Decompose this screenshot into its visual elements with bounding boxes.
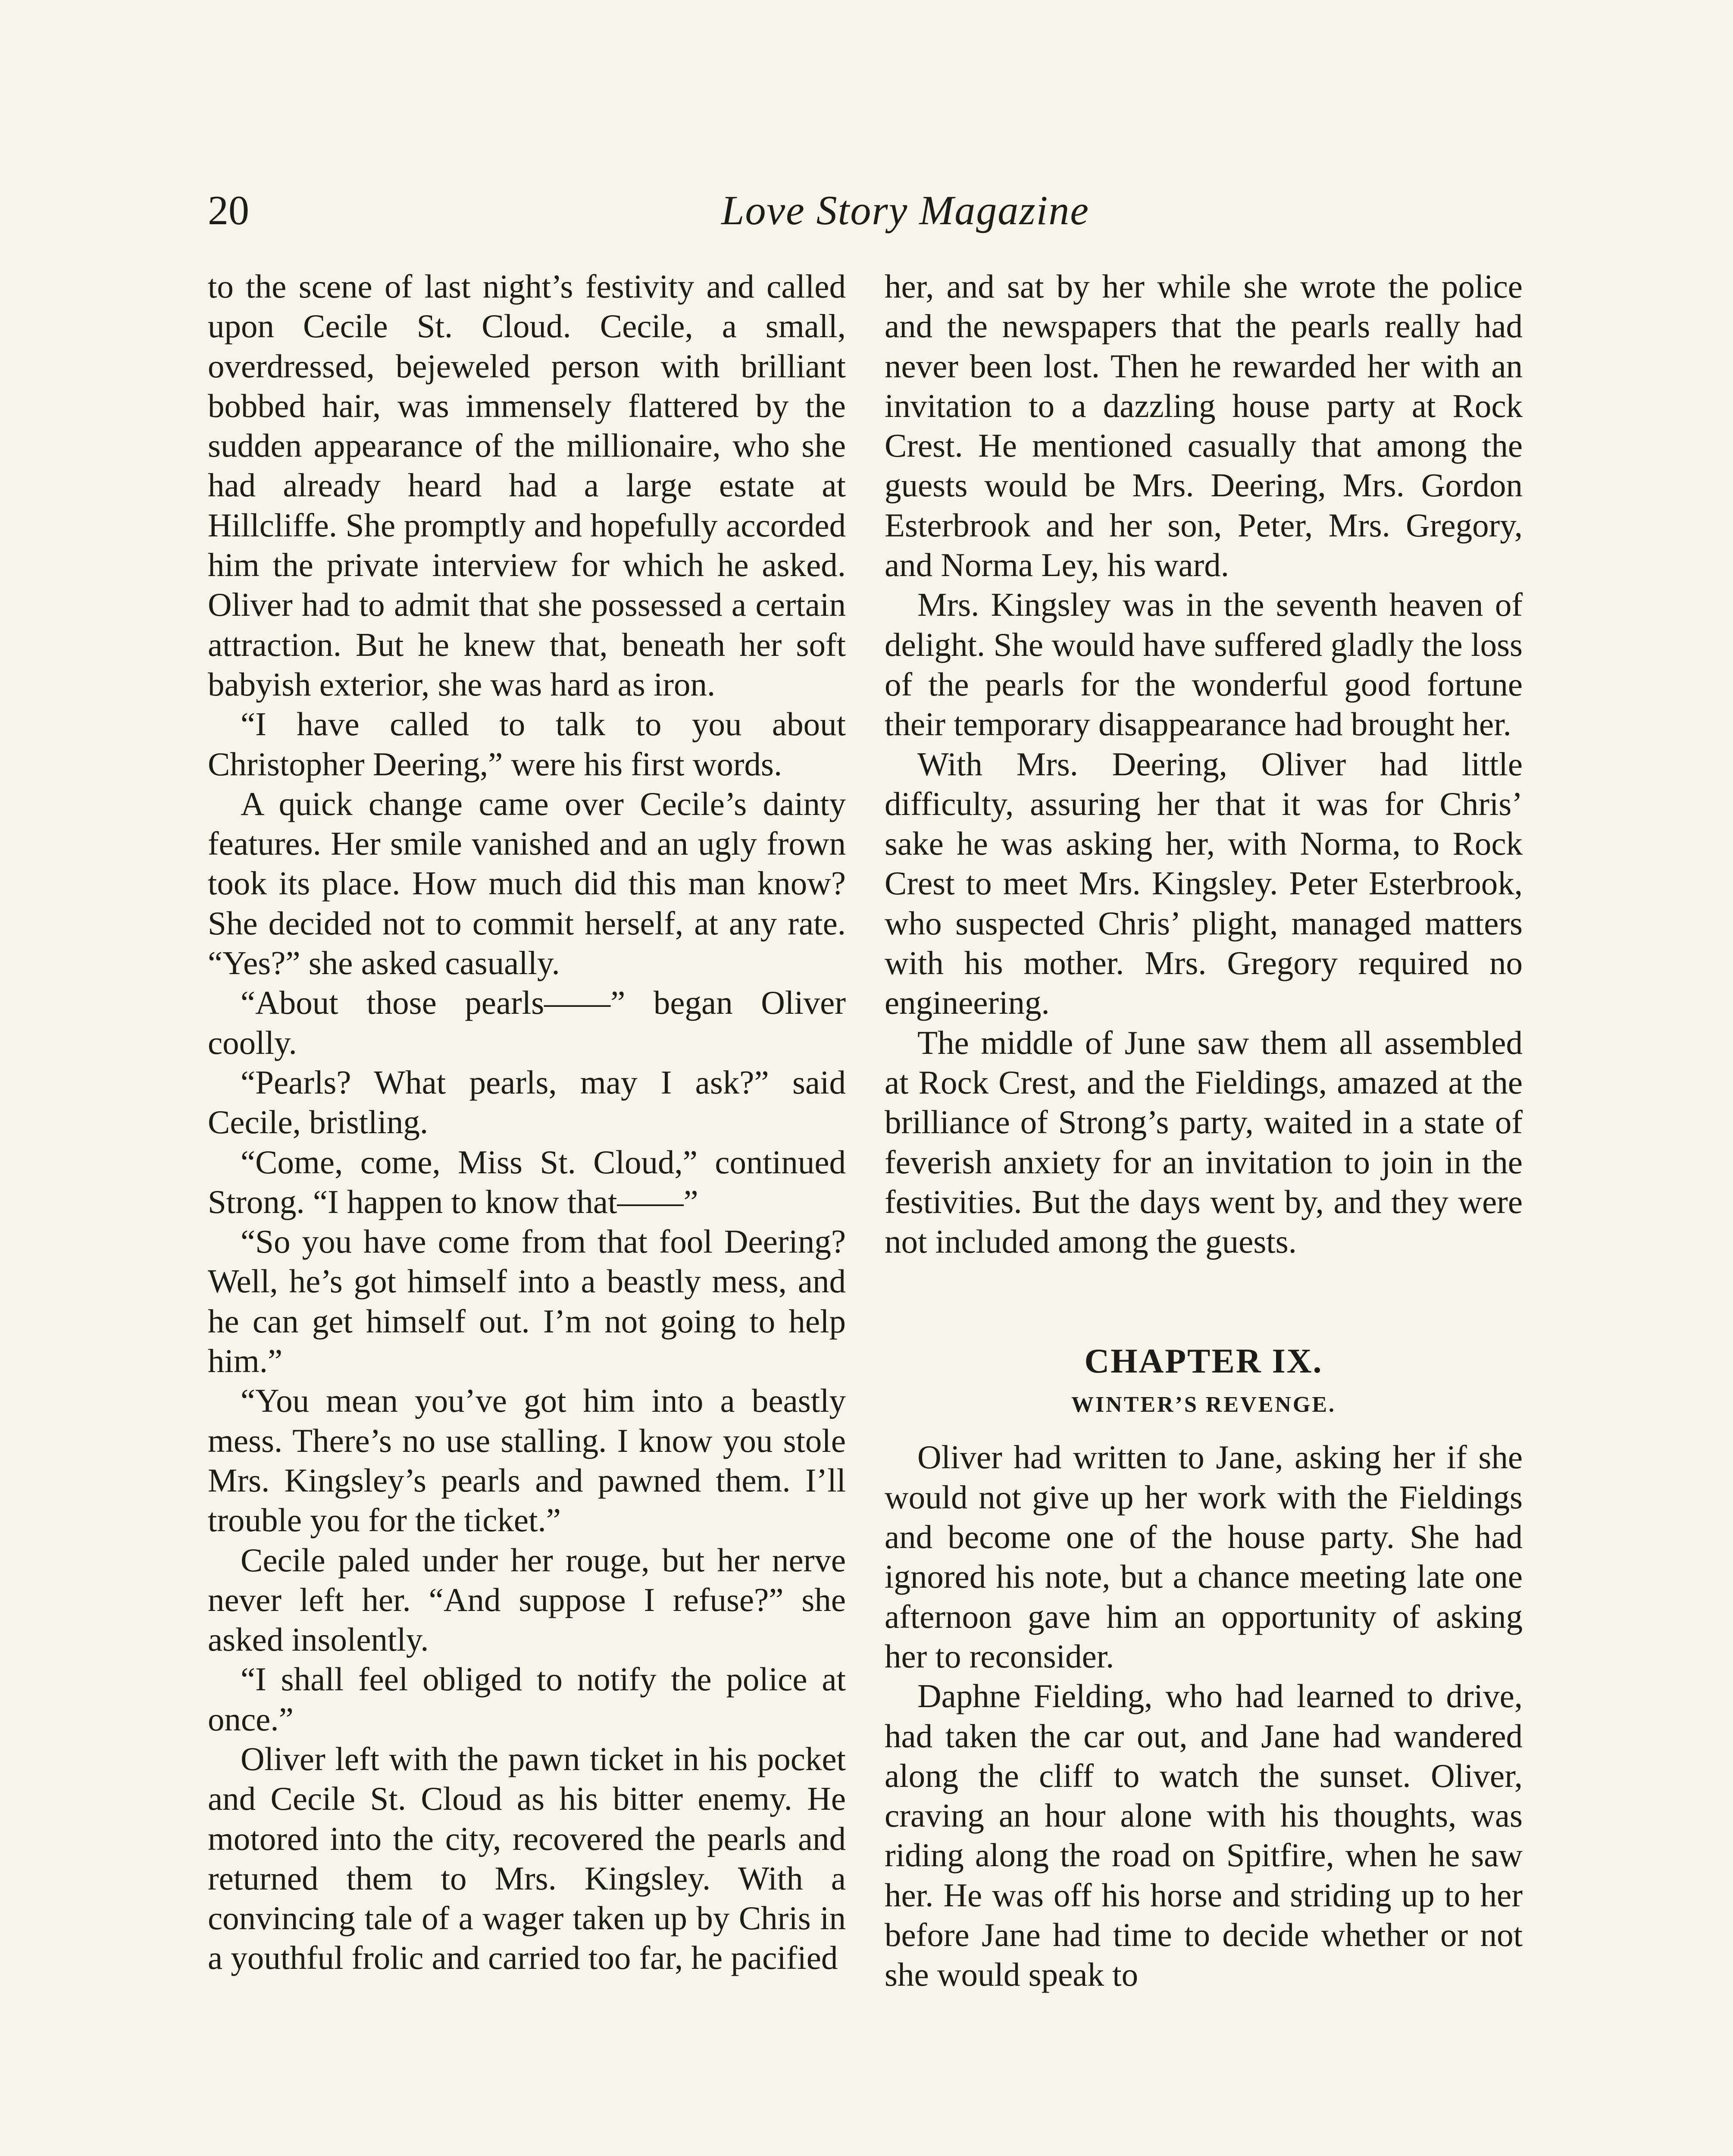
right-column — [885, 266, 1523, 1995]
page-number: 20 — [208, 187, 249, 233]
chapter-subtitle: WINTER’S REVENGE. — [1071, 1392, 1336, 1417]
paragraph: “Come, come, Miss St. Cloud,” continued Strong. “I happen to know that——” — [208, 1143, 846, 1220]
paragraph: “So you have come from that fool Deering? Well, he’s got himself into a beastly mess, and he can get himself out. I’m not going to help him.” — [208, 1223, 846, 1380]
paragraph: “Pearls? What pearls, may I ask?” said Cecile, bristling. — [208, 1063, 846, 1141]
paragraph: Oliver had written to Jane, asking her if she would not give up her work with the Fieldings and become one of the house party. She had ignored his note, but a chance meeting late one afternoon gave him an opportunity of asking her to reconsider. — [885, 1438, 1523, 1675]
paragraph: Oliver left with the pawn ticket in his pocket and Cecile St. Cloud as his bitter enemy. He motored into the city, recovered the pearls and returned them to Mrs. Kingsley. With a convincing tale of a wager taken up by Chris in a youthful frolic and carried too far, he pacified — [208, 1740, 846, 1977]
paragraph: her, and sat by her while she wrote the police and the newspapers that the pearls really had never been lost. Then he rewarded her with an invitation to a dazzling house party at Rock Crest. He mentioned casually that among the guests would be Mrs. Deering, Mrs. Gordon Esterbrook and her son, Peter, Mrs. Gregory, and Norma Ley, his ward. — [885, 268, 1523, 584]
paragraph: Mrs. Kingsley was in the seventh heaven of delight. She would have suffered gladly the loss of the pearls for the wonderful good fortune their temporary disappearance had brought her. — [885, 586, 1523, 743]
paragraph: “I have called to talk to you about Christopher Deering,” were his first words. — [208, 705, 846, 783]
paragraph: The middle of June saw them all assembled at Rock Crest, and the Fieldings, amazed at the brilliance of Strong’s party, waited in a state of feverish anxiety for an invitation to join in the festivities. But the days went by, and they were not included among the guests. — [885, 1024, 1523, 1260]
paragraph: “About those pearls——” began Oliver coolly. — [208, 984, 846, 1061]
left-column — [208, 266, 846, 1978]
paragraph: to the scene of last night’s festivity and called upon Cecile St. Cloud. Cecile, a small, overdressed, bejeweled person with brilliant bobbed hair, was immensely flattered by the sudden appearance of the millionaire, who she had already heard had a large estate at Hillcliffe. She promptly and hopefully accorded him the private interview for which he asked. Oliver had to admit that she possessed a certain attraction. But he knew that, beneath her soft babyish exterior, she was hard as iron. — [208, 268, 846, 703]
paragraph: With Mrs. Deering, Oliver had little difficulty, assuring her that it was for Chris’ sake he was asking her, with Norma, to Rock Crest to meet Mrs. Kingsley. Peter Esterbrook, who suspected Chris’ plight, managed matters with his mother. Mrs. Gregory required no engineering. — [885, 745, 1523, 1022]
paragraph: “You mean you’ve got him into a beastly mess. There’s no use stalling. I know you stole Mrs. Kingsley’s pearls and pawned them. I’ll trouble you for the ticket.” — [208, 1382, 846, 1539]
paragraph: Daphne Fielding, who had learned to drive, had taken the car out, and Jane had wandered along the cliff to watch the sunset. Oliver, craving an hour alone with his thoughts, was riding along the road on Spitfire, when he saw her. He was off his horse and striding up to her before Jane had time to decide whether or not she would speak to — [885, 1677, 1523, 1993]
chapter-heading: CHAPTER IX. — [1084, 1342, 1323, 1381]
paragraph: Cecile paled under her rouge, but her nerve never left her. “And suppose I refuse?” she asked insolently. — [208, 1541, 846, 1658]
magazine-title: Love Story Magazine — [721, 187, 1089, 233]
paragraph: “I shall feel obliged to notify the police at once.” — [208, 1661, 846, 1738]
paragraph: A quick change came over Cecile’s dainty features. Her smile vanished and an ugly frown took its place. How much did this man know? She decided not to commit herself, at any rate. “Yes?” she asked casually. — [208, 785, 846, 982]
